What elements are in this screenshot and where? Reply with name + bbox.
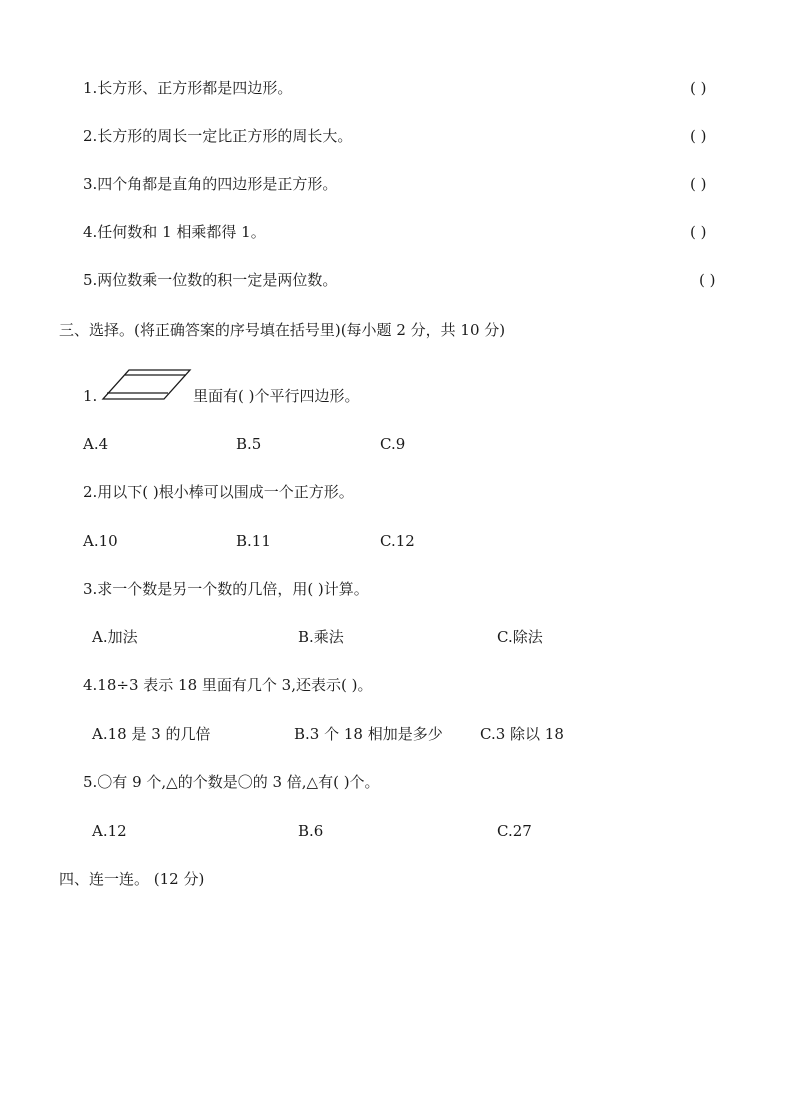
q3-option-b[interactable]: B.乘法 [298,628,344,646]
q5-option-a[interactable]: A.12 [92,822,127,840]
judge-item-1: 1.长方形、正方形都是四边形。 [83,79,293,97]
q1-option-c[interactable]: C.9 [380,435,406,453]
answer-paren-1[interactable]: ( ) [690,79,707,97]
question-1-text: 里面有( )个平行四边形。 [193,387,360,405]
answer-paren-4[interactable]: ( ) [690,223,707,241]
q4-option-b[interactable]: B.3 个 18 相加是多少 [294,725,443,743]
answer-paren-3[interactable]: ( ) [690,175,707,193]
q3-option-a[interactable]: A.加法 [92,628,138,646]
q3-option-c[interactable]: C.除法 [497,628,543,646]
question-2-text: 2.用以下( )根小棒可以围成一个正方形。 [83,483,354,501]
q1-option-a[interactable]: A.4 [83,435,109,453]
q5-option-b[interactable]: B.6 [298,822,324,840]
q1-option-b[interactable]: B.5 [236,435,262,453]
judge-item-5: 5.两位数乘一位数的积一定是两位数。 [83,271,338,289]
question-4-text: 4.18÷3 表示 18 里面有几个 3,还表示( )。 [83,676,373,694]
answer-paren-5[interactable]: ( ) [699,271,716,289]
answer-paren-2[interactable]: ( ) [690,127,707,145]
q2-option-a[interactable]: A.10 [83,532,118,550]
parallelogram-figure [101,368,193,402]
section-4-heading: 四、连一连。 (12 分) [59,870,205,888]
q2-option-c[interactable]: C.12 [380,532,415,550]
question-5-text: 5.〇有 9 个,△的个数是〇的 3 倍,△有( )个。 [83,773,380,791]
q4-option-a[interactable]: A.18 是 3 的几倍 [92,725,211,743]
q5-option-c[interactable]: C.27 [497,822,532,840]
judge-item-2: 2.长方形的周长一定比正方形的周长大。 [83,127,353,145]
q2-option-b[interactable]: B.11 [236,532,271,550]
q4-option-c[interactable]: C.3 除以 18 [480,725,564,743]
question-3-text: 3.求一个数是另一个数的几倍，用( )计算。 [83,580,369,598]
judge-item-4: 4.任何数和 1 相乘都得 1。 [83,223,266,241]
section-3-heading: 三、选择。(将正确答案的序号填在括号里)(每小题 2 分，共 10 分) [59,321,506,339]
judge-item-3: 3.四个角都是直角的四边形是正方形。 [83,175,338,193]
question-1-number: 1. [83,387,98,405]
